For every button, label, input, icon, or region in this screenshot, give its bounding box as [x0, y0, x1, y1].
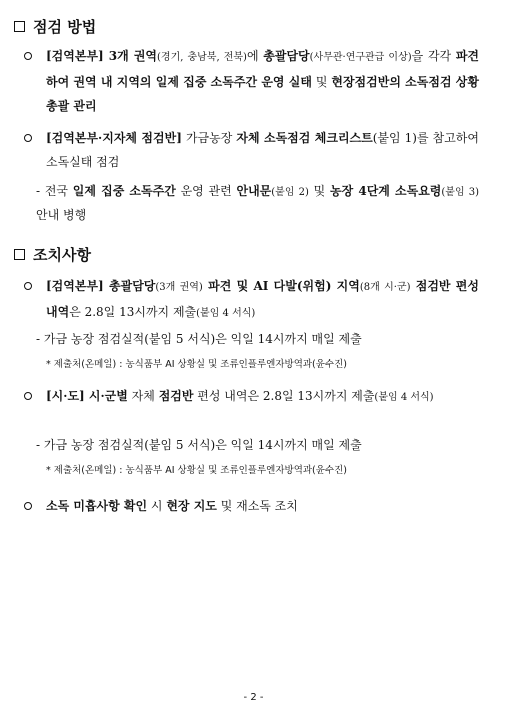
- sub-item: - 가금 농장 점검실적(붙임 5 서식)은 익일 14시까지 매일 제출: [36, 438, 362, 452]
- org-label: [검역본부]: [46, 49, 104, 63]
- document-page: 점검 방법 [검역본부] 3개 권역(경기, 충남북, 전북)에 총괄담당(사무관·연구관급 이상)을 각각 파견하여 권역 내 지역의 일제 집중 소독주간 운영 실태 및 현장점검반의 소독점검 상황 총괄 관리 [검역본부·지자체 점검반] 가금농장 자체 소독점검 체크리스트(붙임 1)를 참고하여 소독실태 점검 - 전국 일제 집중 소독주간 운영 관련 안내문(붙임 2) 및 농장 4단계 소독요령(붙임 3) 안내 병행 조치사항 [검역본부] 총괄담당(3개 권역) 파견 및 AI 다발(위험) 지역(8개 시·군) 점검반 편성 내역은 2.8일 13시까지 제출(붙임 4 서식) - 가금 농장 점검실적(붙임 5 서식)은 익일 14시까지 매일 제출 * 제출처(온메일) : 농식품부 AI 상황실 및 조류인플루엔자방역과(윤수진) [시·도] 시·군별 자체 점검반 편성 내역은 2.8일 13시까지 제출(붙임 4 서식) - 가금 농장 점검실적(붙임 5 서식)은 익일 14시까지 매일 제출 * 제출처(온메일) : 농식품부 AI 상황실 및 조류인플루엔자방역과(윤수진) 소독 미흡사항 확인 시 현장 지도 및 재소독 조치 - 2 -: [0, 0, 507, 724]
- square-bullet-icon: [14, 21, 25, 32]
- circle-bullet-icon: [24, 52, 32, 60]
- page-number: - 2 -: [243, 692, 264, 703]
- circle-bullet-icon: [24, 134, 32, 142]
- section-title: 조치사항: [33, 246, 91, 264]
- section-header-measures: [14, 244, 91, 265]
- section-title: 점검 방법: [33, 18, 97, 36]
- org-label: [검역본부]: [46, 279, 104, 293]
- section-header-inspection-method: [14, 16, 96, 37]
- circle-bullet-icon: [24, 502, 32, 510]
- note: * 제출처(온메일) : 농식품부 AI 상황실 및 조류인플루엔자방역과(윤수진): [46, 359, 347, 370]
- circle-bullet-icon: [24, 282, 32, 290]
- square-bullet-icon: [14, 249, 25, 260]
- sub-item: - 전국 일제 집중 소독주간 운영 관련 안내문(붙임 2) 및 농장 4단계 소독요령(붙임 3) 안내 병행: [36, 184, 480, 222]
- circle-bullet-icon: [24, 392, 32, 400]
- org-label: [시·도]: [46, 389, 85, 403]
- note: * 제출처(온메일) : 농식품부 AI 상황실 및 조류인플루엔자방역과(윤수진): [46, 465, 347, 476]
- org-label: [검역본부·지자체 점검반]: [46, 131, 182, 145]
- sub-item: - 가금 농장 점검실적(붙임 5 서식)은 익일 14시까지 매일 제출: [36, 332, 362, 346]
